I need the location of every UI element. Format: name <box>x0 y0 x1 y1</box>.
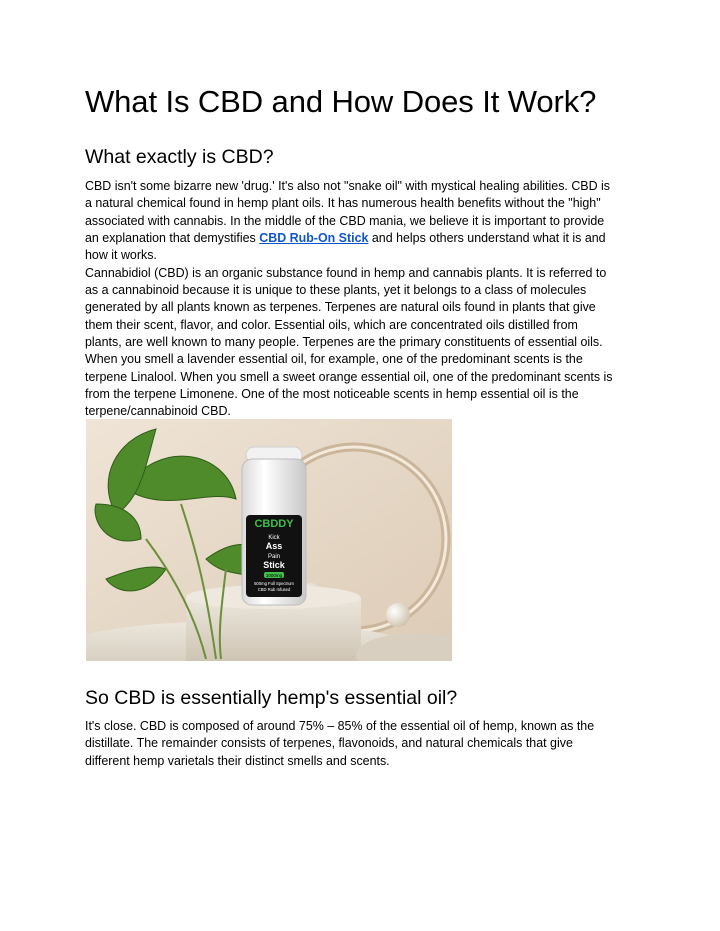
paragraph-line: When you smell a lavender essential oil, for example, one of the predominant scents is the <box>85 352 583 367</box>
paragraph-line: terpene Linalool. When you smell a sweet orange essential oil, one of the predominant scents is <box>85 369 613 384</box>
paragraph-line: a natural chemical found in hemp plant oils. It has numerous health benefits without the "high" <box>85 196 601 211</box>
paragraph-line: from the terpene Limonene. One of the most noticeable scents in hemp essential oil is the <box>85 387 579 402</box>
line-text-after-link: and helps others understand what it is and <box>368 231 606 246</box>
label-line: Pain <box>267 554 281 560</box>
label-line: Stick <box>263 560 285 570</box>
paragraph-line: distillate. The remainder consists of terpenes, flavonoids, and natural chemicals that give <box>85 736 573 751</box>
paragraph-line-with-link <box>85 230 645 247</box>
label-line: Kick <box>268 535 280 541</box>
brand-logo: CBDDY <box>254 518 294 530</box>
paragraph-line: terpene/cannabinoid CBD. <box>85 404 231 419</box>
paragraph-line: different hemp varietals their distinct smells and scents. <box>85 753 390 768</box>
paragraph-line: plants, are well known to many people. Terpenes are the primary constituents of essential oils. <box>85 335 603 350</box>
label-line: Ass <box>265 541 283 551</box>
paragraph-line: CBD isn't some bizarre new 'drug.' It's also not "snake oil" with mystical healing abilities. CBD is <box>85 179 611 193</box>
paragraph-line: generated by all plants known as terpenes. Terpenes are natural oils found in plants that give <box>85 300 596 315</box>
section1-body <box>85 178 645 421</box>
section-heading-what-is-cbd: What exactly is CBD? <box>85 146 274 168</box>
paragraph-line: associated with cannabis. In the middle of the CBD mania, we believe it is important to provide <box>85 213 605 228</box>
paragraph-line: how it works. <box>85 248 157 263</box>
product-photo <box>86 419 452 661</box>
label-small-line: 500mg Full Spectrum <box>254 581 294 586</box>
page-title: What Is CBD and How Does It Work? <box>85 84 597 119</box>
paragraph-line: It's close. CBD is composed of around 75% – 85% of the essential oil of hemp, known as the <box>85 719 595 733</box>
paragraph-line: them their scent, flavor, and color. Essential oils, which are concentrated oils distilled from <box>85 317 578 332</box>
section-heading-essential-oil: So CBD is essentially hemp's essential oil? <box>85 687 458 709</box>
line-text-before-link: an explanation that demystifies <box>85 231 260 246</box>
section2-body <box>85 718 645 770</box>
label-small-line: CBD Rub Infused <box>257 587 291 592</box>
paragraph-line: as a cannabinoid because it is unique to these plants, yet it belongs to a class of molecules <box>85 283 587 298</box>
label-badge: 1000mg <box>265 573 283 578</box>
cbd-rub-on-stick-link[interactable]: CBD Rub-On Stick <box>259 231 369 246</box>
paragraph-line: Cannabidiol (CBD) is an organic substance found in hemp and cannabis plants. It is referred to <box>85 265 607 280</box>
